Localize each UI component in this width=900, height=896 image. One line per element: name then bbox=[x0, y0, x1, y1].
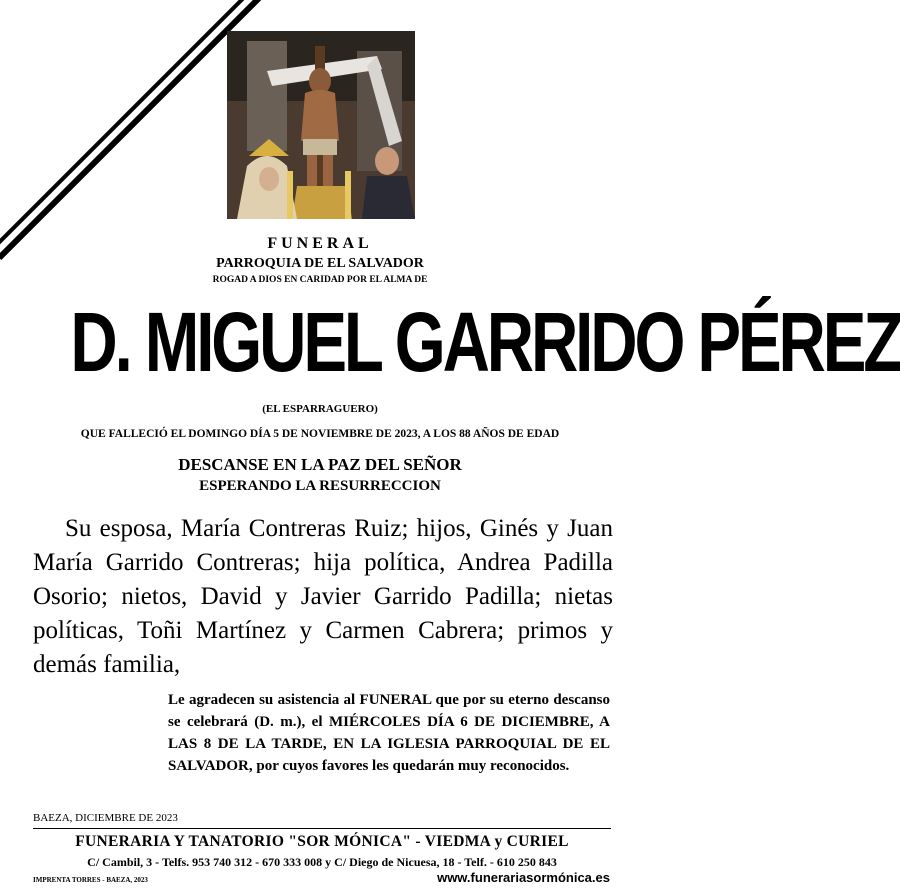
religious-image-drawing bbox=[227, 31, 415, 219]
religious-image bbox=[227, 31, 415, 219]
printer-credit: IMPRENTA TORRES - BAEZA, 2023 bbox=[33, 876, 148, 884]
place-date: BAEZA, DICIEMBRE DE 2023 bbox=[33, 812, 178, 824]
parish-name: PARROQUIA DE EL SALVADOR bbox=[216, 256, 424, 271]
death-notice: QUE FALLECIÓ EL DOMINGO DÍA 5 DE NOVIEMBRE DE 2023, A LOS 88 AÑOS DE EDAD bbox=[80, 428, 560, 440]
funeral-heading: FUNERAL bbox=[267, 235, 373, 252]
awaiting-resurrection: ESPERANDO LA RESURRECCION bbox=[199, 478, 441, 494]
deceased-alias: (EL ESPARRAGUERO) bbox=[262, 403, 378, 415]
funeral-home-name: FUNERARIA Y TANATORIO "SOR MÓNICA" - VIEDMA y CURIEL bbox=[75, 833, 569, 850]
deceased-name: D. MIGUEL GARRIDO PÉREZ bbox=[70, 295, 900, 389]
website-link[interactable]: www.funerariasormónica.es bbox=[437, 870, 610, 885]
divider bbox=[33, 828, 611, 829]
rest-in-peace: DESCANSE EN LA PAZ DEL SEÑOR bbox=[178, 455, 462, 474]
funeral-notice: Le agradecen su asistencia al FUNERAL que por su eterno descanso se celebrará (D. m.), el MIÉRCOLES DÍA 6 DE DICIEMBRE, A LAS 8 DE LA TARDE, EN LA IGLESIA PARROQUIAL DE EL SALVADOR, por cuyos favores les quedarán muy reconocidos. bbox=[168, 692, 610, 774]
funeral-home-address: C/ Cambil, 3 - Telfs. 953 740 312 - 670 333 008 y C/ Diego de Nicuesa, 18 - Telf. - 610 250 843 bbox=[87, 855, 557, 869]
family-list: Su esposa, María Contreras Ruiz; hijos, Ginés y Juan María Garrido Contreras; hija política, Andrea Padilla Osorio; nietos, David y Javier Garrido Padilla; nietas políticas, Toñi Martínez y Carmen Cabrera; primos y demás familia, bbox=[33, 515, 613, 678]
prayer-request: ROGAD A DIOS EN CARIDAD POR EL ALMA DE bbox=[212, 275, 428, 285]
